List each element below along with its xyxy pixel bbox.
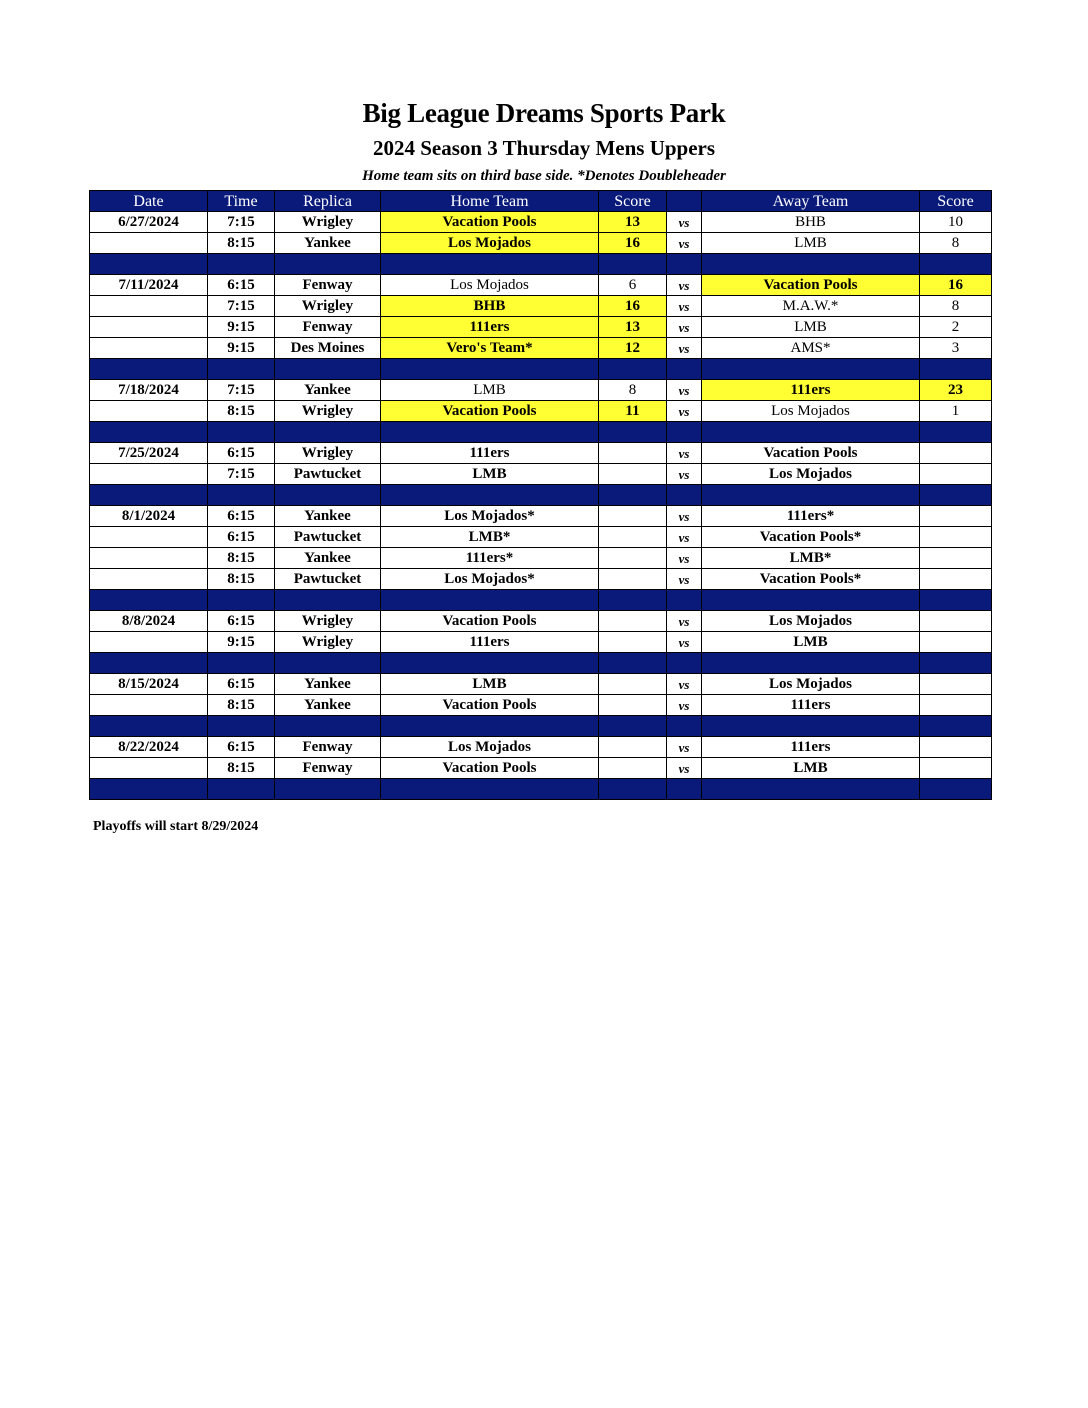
time-cell: 6:15 bbox=[208, 527, 275, 548]
game-row bbox=[90, 569, 992, 590]
separator-cell bbox=[667, 359, 702, 380]
separator-cell bbox=[920, 779, 992, 800]
time-cell: 8:15 bbox=[208, 569, 275, 590]
separator-cell bbox=[275, 485, 381, 506]
away-team-cell: LMB bbox=[702, 233, 920, 254]
vs-cell: vs bbox=[667, 758, 702, 779]
separator-cell bbox=[275, 653, 381, 674]
separator-cell bbox=[599, 716, 667, 737]
replica-cell: Fenway bbox=[275, 758, 381, 779]
game-row bbox=[90, 527, 992, 548]
home-team-cell: BHB bbox=[381, 296, 599, 317]
date-cell: 8/15/2024 bbox=[90, 674, 208, 695]
home-team-cell: Vero's Team* bbox=[381, 338, 599, 359]
game-row bbox=[90, 443, 992, 464]
home-team-cell: Vacation Pools bbox=[381, 401, 599, 422]
away-team-cell: Los Mojados bbox=[702, 401, 920, 422]
game-row bbox=[90, 758, 992, 779]
game-row bbox=[90, 212, 992, 233]
replica-cell: Wrigley bbox=[275, 443, 381, 464]
away-score-cell: 23 bbox=[920, 380, 992, 401]
separator-cell bbox=[381, 359, 599, 380]
home-team-cell: Vacation Pools bbox=[381, 758, 599, 779]
game-row bbox=[90, 632, 992, 653]
date-cell bbox=[90, 317, 208, 338]
time-cell: 7:15 bbox=[208, 464, 275, 485]
replica-cell: Pawtucket bbox=[275, 569, 381, 590]
time-cell: 6:15 bbox=[208, 611, 275, 632]
col-header-home-team: Home Team bbox=[381, 191, 599, 212]
separator-cell bbox=[920, 590, 992, 611]
separator-cell bbox=[702, 359, 920, 380]
game-row bbox=[90, 401, 992, 422]
separator-cell bbox=[667, 254, 702, 275]
home-score-cell: 13 bbox=[599, 212, 667, 233]
separator-cell bbox=[275, 254, 381, 275]
away-team-cell: Los Mojados bbox=[702, 674, 920, 695]
separator-row bbox=[90, 716, 992, 737]
replica-cell: Yankee bbox=[275, 233, 381, 254]
home-team-cell: Los Mojados bbox=[381, 233, 599, 254]
vs-cell: vs bbox=[667, 632, 702, 653]
away-team-cell: LMB* bbox=[702, 548, 920, 569]
home-score-cell bbox=[599, 674, 667, 695]
separator-row bbox=[90, 590, 992, 611]
home-score-cell bbox=[599, 506, 667, 527]
separator-row bbox=[90, 653, 992, 674]
separator-cell bbox=[381, 254, 599, 275]
away-score-cell bbox=[920, 758, 992, 779]
date-cell: 8/1/2024 bbox=[90, 506, 208, 527]
separator-cell bbox=[702, 422, 920, 443]
time-cell: 6:15 bbox=[208, 275, 275, 296]
away-score-cell bbox=[920, 695, 992, 716]
replica-cell: Fenway bbox=[275, 737, 381, 758]
home-score-cell: 11 bbox=[599, 401, 667, 422]
replica-cell: Pawtucket bbox=[275, 527, 381, 548]
col-header-date: Date bbox=[90, 191, 208, 212]
home-team-cell: 111ers bbox=[381, 443, 599, 464]
replica-cell: Wrigley bbox=[275, 401, 381, 422]
date-cell bbox=[90, 569, 208, 590]
home-team-cell: 111ers bbox=[381, 317, 599, 338]
time-cell: 9:15 bbox=[208, 317, 275, 338]
separator-cell bbox=[381, 422, 599, 443]
home-team-cell: LMB bbox=[381, 380, 599, 401]
away-score-cell: 2 bbox=[920, 317, 992, 338]
time-cell: 6:15 bbox=[208, 737, 275, 758]
vs-cell: vs bbox=[667, 464, 702, 485]
separator-cell bbox=[275, 422, 381, 443]
separator-cell bbox=[702, 485, 920, 506]
date-cell bbox=[90, 758, 208, 779]
replica-cell: Yankee bbox=[275, 506, 381, 527]
separator-cell bbox=[667, 653, 702, 674]
separator-cell bbox=[667, 485, 702, 506]
date-cell: 7/18/2024 bbox=[90, 380, 208, 401]
home-score-cell bbox=[599, 632, 667, 653]
away-score-cell bbox=[920, 737, 992, 758]
vs-cell: vs bbox=[667, 569, 702, 590]
home-score-cell bbox=[599, 548, 667, 569]
away-team-cell: M.A.W.* bbox=[702, 296, 920, 317]
home-score-cell bbox=[599, 737, 667, 758]
separator-cell bbox=[275, 716, 381, 737]
home-team-cell: Vacation Pools bbox=[381, 695, 599, 716]
separator-cell bbox=[208, 779, 275, 800]
vs-cell: vs bbox=[667, 611, 702, 632]
away-team-cell: LMB bbox=[702, 758, 920, 779]
date-cell: 7/11/2024 bbox=[90, 275, 208, 296]
date-cell bbox=[90, 233, 208, 254]
separator-cell bbox=[702, 716, 920, 737]
game-row bbox=[90, 317, 992, 338]
time-cell: 7:15 bbox=[208, 212, 275, 233]
away-team-cell: Vacation Pools* bbox=[702, 569, 920, 590]
game-row bbox=[90, 695, 992, 716]
separator-cell bbox=[90, 779, 208, 800]
vs-cell: vs bbox=[667, 443, 702, 464]
game-row bbox=[90, 548, 992, 569]
schedule-body bbox=[90, 212, 992, 800]
time-cell: 8:15 bbox=[208, 401, 275, 422]
page-subtitle: 2024 Season 3 Thursday Mens Uppers bbox=[372, 136, 716, 160]
separator-cell bbox=[599, 422, 667, 443]
time-cell: 9:15 bbox=[208, 338, 275, 359]
separator-cell bbox=[381, 590, 599, 611]
separator-cell bbox=[275, 359, 381, 380]
date-cell bbox=[90, 296, 208, 317]
home-team-cell: Los Mojados* bbox=[381, 569, 599, 590]
home-team-cell: Vacation Pools bbox=[381, 611, 599, 632]
separator-cell bbox=[599, 779, 667, 800]
col-header-away-score: Score bbox=[920, 191, 992, 212]
away-score-cell bbox=[920, 569, 992, 590]
away-score-cell bbox=[920, 674, 992, 695]
away-score-cell: 8 bbox=[920, 296, 992, 317]
col-header-home-score: Score bbox=[599, 191, 667, 212]
separator-cell bbox=[667, 779, 702, 800]
separator-row bbox=[90, 422, 992, 443]
vs-cell: vs bbox=[667, 317, 702, 338]
date-cell bbox=[90, 338, 208, 359]
separator-cell bbox=[702, 653, 920, 674]
separator-cell bbox=[920, 716, 992, 737]
playoffs-note: Playoffs will start 8/29/2024 bbox=[93, 819, 259, 834]
vs-cell: vs bbox=[667, 401, 702, 422]
date-cell bbox=[90, 548, 208, 569]
separator-cell bbox=[599, 359, 667, 380]
date-cell: 8/8/2024 bbox=[90, 611, 208, 632]
date-cell: 6/27/2024 bbox=[90, 212, 208, 233]
home-team-cell: 111ers* bbox=[381, 548, 599, 569]
home-team-cell: Los Mojados bbox=[381, 737, 599, 758]
separator-cell bbox=[667, 422, 702, 443]
away-score-cell: 3 bbox=[920, 338, 992, 359]
time-cell: 9:15 bbox=[208, 632, 275, 653]
vs-cell: vs bbox=[667, 527, 702, 548]
home-team-cell: 111ers bbox=[381, 632, 599, 653]
home-score-cell bbox=[599, 569, 667, 590]
replica-cell: Yankee bbox=[275, 548, 381, 569]
separator-cell bbox=[667, 716, 702, 737]
time-cell: 7:15 bbox=[208, 380, 275, 401]
date-cell: 8/22/2024 bbox=[90, 737, 208, 758]
away-score-cell: 8 bbox=[920, 233, 992, 254]
away-score-cell: 10 bbox=[920, 212, 992, 233]
separator-cell bbox=[90, 653, 208, 674]
time-cell: 6:15 bbox=[208, 674, 275, 695]
replica-cell: Des Moines bbox=[275, 338, 381, 359]
away-team-cell: BHB bbox=[702, 212, 920, 233]
home-score-cell: 6 bbox=[599, 275, 667, 296]
separator-cell bbox=[920, 359, 992, 380]
header-row bbox=[90, 191, 992, 212]
replica-cell: Wrigley bbox=[275, 212, 381, 233]
home-score-cell: 8 bbox=[599, 380, 667, 401]
home-score-cell bbox=[599, 527, 667, 548]
replica-cell: Pawtucket bbox=[275, 464, 381, 485]
replica-cell: Wrigley bbox=[275, 632, 381, 653]
separator-cell bbox=[90, 590, 208, 611]
separator-cell bbox=[599, 485, 667, 506]
replica-cell: Fenway bbox=[275, 275, 381, 296]
separator-cell bbox=[599, 590, 667, 611]
replica-cell: Yankee bbox=[275, 380, 381, 401]
time-cell: 6:15 bbox=[208, 506, 275, 527]
separator-cell bbox=[702, 590, 920, 611]
time-cell: 8:15 bbox=[208, 548, 275, 569]
home-team-cell: Los Mojados bbox=[381, 275, 599, 296]
separator-cell bbox=[599, 653, 667, 674]
away-score-cell bbox=[920, 632, 992, 653]
away-team-cell: 111ers* bbox=[702, 506, 920, 527]
home-team-cell: LMB* bbox=[381, 527, 599, 548]
separator-row bbox=[90, 359, 992, 380]
vs-cell: vs bbox=[667, 275, 702, 296]
date-cell bbox=[90, 464, 208, 485]
time-cell: 8:15 bbox=[208, 695, 275, 716]
vs-cell: vs bbox=[667, 212, 702, 233]
date-cell: 7/25/2024 bbox=[90, 443, 208, 464]
away-team-cell: LMB bbox=[702, 632, 920, 653]
away-team-cell: LMB bbox=[702, 317, 920, 338]
date-cell bbox=[90, 632, 208, 653]
home-score-cell bbox=[599, 464, 667, 485]
schedule-table bbox=[89, 190, 992, 800]
replica-cell: Wrigley bbox=[275, 611, 381, 632]
separator-cell bbox=[208, 653, 275, 674]
vs-cell: vs bbox=[667, 233, 702, 254]
home-team-cell: Vacation Pools bbox=[381, 212, 599, 233]
home-score-cell: 13 bbox=[599, 317, 667, 338]
separator-cell bbox=[702, 254, 920, 275]
date-cell bbox=[90, 527, 208, 548]
away-team-cell: Los Mojados bbox=[702, 611, 920, 632]
away-score-cell: 1 bbox=[920, 401, 992, 422]
home-score-cell bbox=[599, 611, 667, 632]
replica-cell: Yankee bbox=[275, 695, 381, 716]
separator-cell bbox=[275, 779, 381, 800]
vs-cell: vs bbox=[667, 674, 702, 695]
away-team-cell: Los Mojados bbox=[702, 464, 920, 485]
separator-cell bbox=[381, 716, 599, 737]
page-title: Big League Dreams Sports Park bbox=[362, 98, 726, 128]
separator-cell bbox=[208, 359, 275, 380]
away-team-cell: Vacation Pools* bbox=[702, 527, 920, 548]
separator-cell bbox=[208, 590, 275, 611]
col-header-replica: Replica bbox=[275, 191, 381, 212]
vs-cell: vs bbox=[667, 380, 702, 401]
schedule-note: Home team sits on third base side. *Denotes Doubleheader bbox=[362, 168, 726, 184]
time-cell: 8:15 bbox=[208, 758, 275, 779]
separator-cell bbox=[599, 254, 667, 275]
date-cell bbox=[90, 695, 208, 716]
separator-cell bbox=[920, 422, 992, 443]
game-row bbox=[90, 611, 992, 632]
vs-cell: vs bbox=[667, 338, 702, 359]
away-score-cell bbox=[920, 611, 992, 632]
separator-cell bbox=[208, 254, 275, 275]
separator-cell bbox=[90, 254, 208, 275]
game-row bbox=[90, 275, 992, 296]
away-team-cell: 111ers bbox=[702, 737, 920, 758]
game-row bbox=[90, 506, 992, 527]
game-row bbox=[90, 233, 992, 254]
separator-row bbox=[90, 485, 992, 506]
away-score-cell bbox=[920, 527, 992, 548]
separator-cell bbox=[90, 359, 208, 380]
col-header-time: Time bbox=[208, 191, 275, 212]
separator-cell bbox=[208, 422, 275, 443]
separator-cell bbox=[90, 422, 208, 443]
separator-cell bbox=[275, 590, 381, 611]
separator-row bbox=[90, 779, 992, 800]
away-team-cell: 111ers bbox=[702, 695, 920, 716]
away-team-cell: Vacation Pools bbox=[702, 443, 920, 464]
away-score-cell bbox=[920, 464, 992, 485]
away-score-cell bbox=[920, 506, 992, 527]
home-score-cell bbox=[599, 695, 667, 716]
vs-cell: vs bbox=[667, 548, 702, 569]
away-team-cell: AMS* bbox=[702, 338, 920, 359]
separator-cell bbox=[667, 590, 702, 611]
game-row bbox=[90, 296, 992, 317]
home-score-cell: 12 bbox=[599, 338, 667, 359]
separator-cell bbox=[702, 779, 920, 800]
separator-cell bbox=[208, 485, 275, 506]
game-row bbox=[90, 338, 992, 359]
col-header-vs bbox=[667, 191, 702, 212]
vs-cell: vs bbox=[667, 695, 702, 716]
home-score-cell bbox=[599, 443, 667, 464]
separator-cell bbox=[381, 653, 599, 674]
time-cell: 8:15 bbox=[208, 233, 275, 254]
vs-cell: vs bbox=[667, 737, 702, 758]
game-row bbox=[90, 380, 992, 401]
time-cell: 7:15 bbox=[208, 296, 275, 317]
separator-cell bbox=[381, 485, 599, 506]
home-score-cell bbox=[599, 758, 667, 779]
game-row bbox=[90, 674, 992, 695]
away-team-cell: 111ers bbox=[702, 380, 920, 401]
time-cell: 6:15 bbox=[208, 443, 275, 464]
separator-row bbox=[90, 254, 992, 275]
game-row bbox=[90, 464, 992, 485]
vs-cell: vs bbox=[667, 506, 702, 527]
separator-cell bbox=[920, 254, 992, 275]
separator-cell bbox=[208, 716, 275, 737]
away-team-cell: Vacation Pools bbox=[702, 275, 920, 296]
home-score-cell: 16 bbox=[599, 233, 667, 254]
replica-cell: Yankee bbox=[275, 674, 381, 695]
date-cell bbox=[90, 401, 208, 422]
away-score-cell bbox=[920, 548, 992, 569]
separator-cell bbox=[90, 485, 208, 506]
separator-cell bbox=[381, 779, 599, 800]
away-score-cell bbox=[920, 443, 992, 464]
separator-cell bbox=[920, 653, 992, 674]
replica-cell: Fenway bbox=[275, 317, 381, 338]
separator-cell bbox=[920, 485, 992, 506]
away-score-cell: 16 bbox=[920, 275, 992, 296]
col-header-away-team: Away Team bbox=[702, 191, 920, 212]
home-score-cell: 16 bbox=[599, 296, 667, 317]
replica-cell: Wrigley bbox=[275, 296, 381, 317]
vs-cell: vs bbox=[667, 296, 702, 317]
separator-cell bbox=[90, 716, 208, 737]
home-team-cell: LMB bbox=[381, 674, 599, 695]
home-team-cell: Los Mojados* bbox=[381, 506, 599, 527]
home-team-cell: LMB bbox=[381, 464, 599, 485]
game-row bbox=[90, 737, 992, 758]
